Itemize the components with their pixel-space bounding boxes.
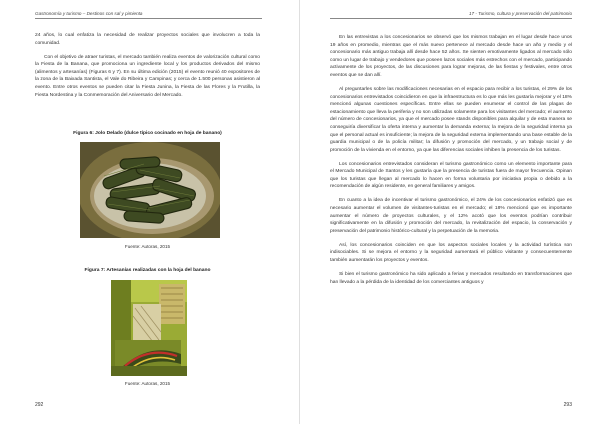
left-running-head: Gastronomía y turismo – Destinos con sal y pimienta (35, 11, 143, 16)
right-paragraph-1: En las entrevistas a los concesionarios se observó que los mismos trabajan en el lugar desde hace unos 19 años en promedio, mientras que el más nuevo pertenece al mercado desde hace un año y medio y el concesionario más antiguo trabaja allí desde hace 52 años. Se sienten emotivamente ligados al mercado sólo como un lugar de trabajo y vendedores que poseen lazos sociales más estrechos con el mercado, participando activamente de los proyectos, de las discusiones para lograr mejoras, de las fiestas y festivales, entre otros eventos que se dan allí. (330, 35, 572, 78)
left-paragraph-2: Con el objetivo de atraer turistas, el mercado también realiza eventos de valorización cultural como la Fiesta de la Banana, que promociona un ingrediente local y los productos derivados del mismo (alimentos y artesanías) (Figuras 6 y 7). En su última edición (2015) el evento reunió 40 expositores de la zona de la Baixada Santista, el Vale do Ribeira y Campinas; y cerca de 1.500 personas asistieron al evento. Entre otros eventos se pueden citar la Fiesta Junina, la Fiesta de las Flores y la Frutilla, la Fiesta Nordestina y la Conmemoración del Aniversario del Mercado. (35, 54, 260, 98)
left-paragraph-1: 24 años, lo cual enfatiza la necesidad de realizar proyectos sociales que involucren a toda la comunidad. (35, 33, 260, 46)
right-page-number: 293 (563, 402, 572, 408)
right-paragraph-5: Así, los concesionarios coinciden en que los aspectos sociales locales y la actividad turística son indisociables. Si se mejora el entorno y la seguridad aumentará el público visitante y consecuentemente también aumentarán los proyectos y eventos. (330, 242, 572, 263)
right-page (300, 0, 600, 424)
banana-leaf-crafts-image (111, 280, 187, 376)
right-paragraph-3: Los concesionarios entrevistados consideran el turismo gastronómico como un elemento importante para el Mercado Municipal de Santos y les gustaría que la presencia de turistas fuera de mayor frecuencia. Opinan que los turistas que llegan al mercado lo hacen en forma voluntaria por iniciativa propia o debido a la recomendación de algún residente, en general familiares y amigos. (330, 161, 572, 190)
left-header-rule (35, 18, 262, 19)
left-body-text (35, 32, 260, 106)
figure-7-caption: Figura 7: Artesanías realizadas con la hoja del banano (84, 268, 211, 273)
figure-7-source: Fuente: Autoras, 2015 (124, 381, 171, 386)
right-paragraph-6: Si bien el turismo gastronómico ha sido aplicado a ferias y mercados resultando en transformaciones que han llevado a la pérdida de la identidad de los comerciantes antiguos y (330, 271, 572, 285)
figure-6-photo (80, 142, 220, 238)
right-paragraph-4: En cuanto a la idea de incentivar el turismo gastronómico, el 24% de los concesionarios enfatizó que es necesario aumentar el volumen de visitantes-turistas en el mercado; el 18% mencionó que es importante aumentar el número de proyectos culturales, y el 12% acotó que los eventos podrían contribuir significativamente en la difusión y promoción del mercado, la revitalización del espacio, la conservación y preservación del patrimonio histórico-cultural y la perpetuación de la memoria. (330, 198, 572, 234)
figure-6-caption: Figura 6: Jolo Delado (dulce típico cocinado en hoja de banano) (73, 131, 222, 136)
banana-leaf-sweets-image (80, 142, 220, 238)
figure-6-source: Fuente: Autoras, 2015 (124, 244, 171, 249)
right-body-text (330, 34, 572, 293)
left-page-number: 292 (35, 402, 44, 408)
right-paragraph-2: Al preguntarles sobre las modificaciones necesarias en el espacio para recibir a los turistas, el 29% de los concesionarios entrevistados coincidieron en que la infraestructura es lo que más les gustaría mejorar y el 18% mencionó algunas cuestiones específicas. Entre ellas se pueden enumerar el control de las plagas de estacionamiento que lleva la periferia y no son utilizadas solamente para los visitantes del mercado; el aumento del número de concesionarios, ya que el mercado posee stands disponibles para alquilar y de esta manera se conseguiría diversificar la oferta interna y aumentar la demanda externa; la mejora de la seguridad interna ya que el personal actual es insuficiente; la mejora de la seguridad externa implementando una base estable de la guardia municipal o de la policía militar; la difusión y promoción del mercado, y un trabajo social y de promoción de la vivienda en el entorno, ya que las diferencias sociales inhiben la presencia de los turistas. (330, 86, 572, 153)
figure-7-photo (111, 280, 187, 376)
right-running-head: 17 - Turismo, cultura y preservación del patrimonio (468, 11, 572, 16)
right-header-rule (330, 18, 572, 19)
